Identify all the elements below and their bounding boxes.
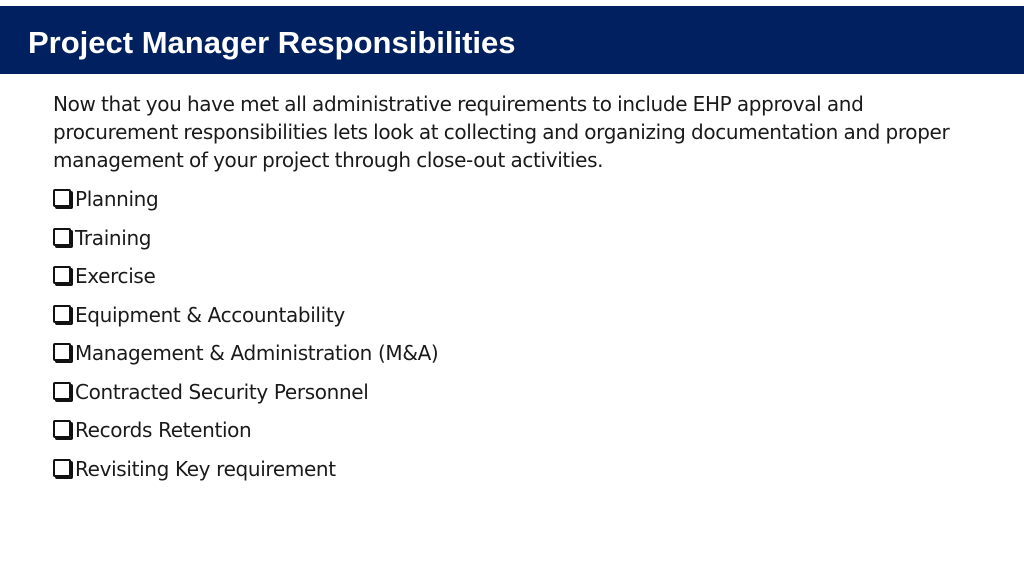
checkbox-empty-icon xyxy=(53,382,71,400)
checkbox-empty-icon xyxy=(53,189,71,207)
checklist-item-label: Revisiting Key requirement xyxy=(75,456,336,481)
checklist-item-label: Equipment & Accountability xyxy=(75,302,345,327)
checkbox-empty-icon xyxy=(53,305,71,323)
checkbox-empty-icon xyxy=(53,266,71,284)
checkbox-empty-icon xyxy=(53,420,71,438)
checkbox-empty-icon xyxy=(53,459,71,477)
checklist-item-equipment xyxy=(53,296,973,335)
checklist-item-security-personnel xyxy=(53,373,973,412)
checklist-item-label: Planning xyxy=(75,187,159,212)
checklist-item-records-retention xyxy=(53,411,973,450)
checklist-item-label: Management & Administration (M&A) xyxy=(75,341,439,366)
checklist-item-label: Exercise xyxy=(75,264,156,289)
checklist xyxy=(53,180,973,488)
slide-content xyxy=(53,90,973,488)
checklist-item-exercise xyxy=(53,257,973,296)
checklist-item-management xyxy=(53,334,973,373)
checkbox-empty-icon xyxy=(53,343,71,361)
checklist-item-planning xyxy=(53,180,973,219)
checklist-item-label: Records Retention xyxy=(75,418,252,443)
intro-paragraph: Now that you have met all administrative requirements to include EHP approval and procurement responsibilities lets look at collecting and organizing documentation and proper management of your project through close-out activities. xyxy=(53,92,950,172)
checkbox-empty-icon xyxy=(53,228,71,246)
checklist-item-label: Contracted Security Personnel xyxy=(75,379,369,404)
checklist-item-label: Training xyxy=(75,225,152,250)
checklist-item-key-requirement xyxy=(53,450,973,489)
title-bar xyxy=(0,6,1024,74)
checklist-item-training xyxy=(53,219,973,258)
page-title: Project Manager Responsibilities xyxy=(28,25,516,60)
